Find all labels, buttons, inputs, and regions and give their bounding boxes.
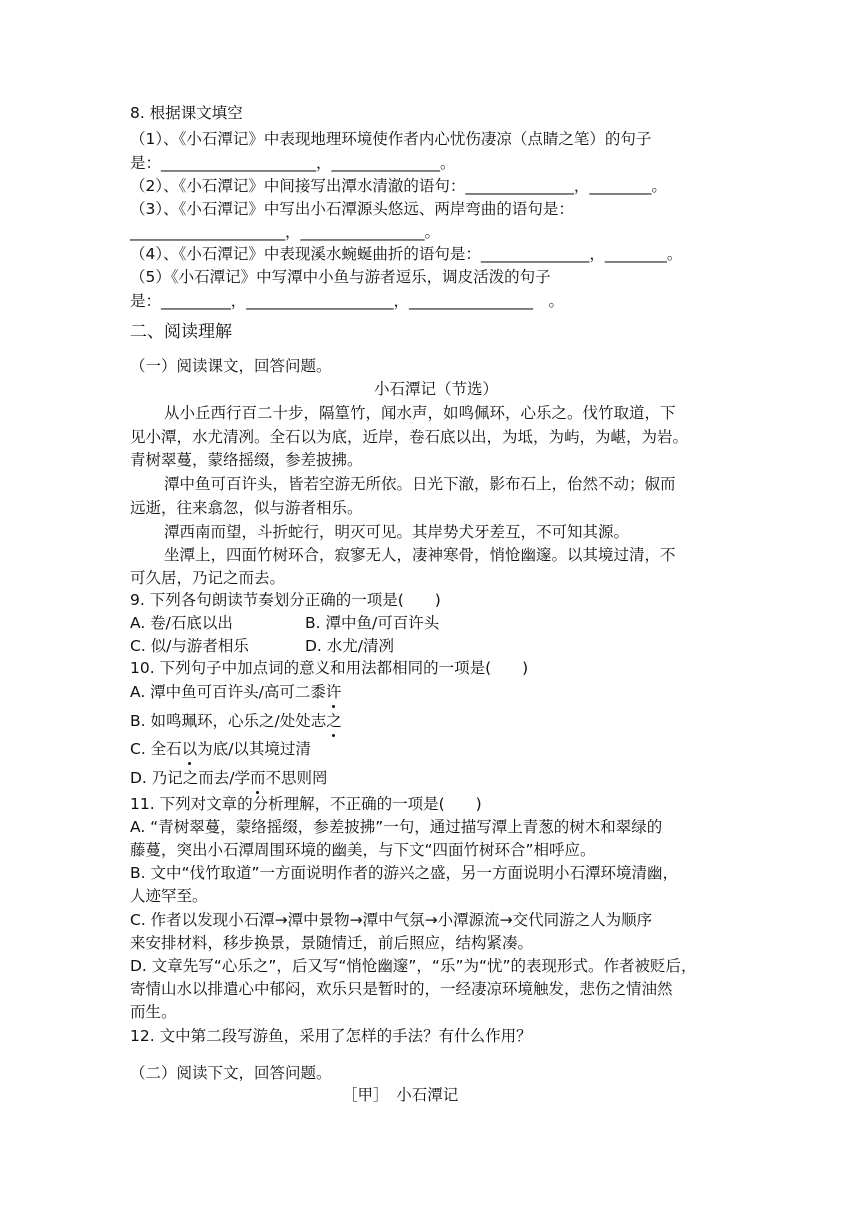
section-heading: 二、阅读理解 [130, 322, 232, 342]
q8-line-4: （3）、《小石潭记》中写出小石潭源头悠远、两岸弯曲的语句是： [130, 200, 574, 218]
q8-line-6: （4）、《小石潭记》中表现溪水蜿蜒曲折的语句是：______________，________。 [130, 245, 683, 263]
q9-option-d: D. 水尤/清冽 [305, 637, 395, 655]
q10-stem: 10. 下列句子中加点词的意义和用法都相同的一项是( ) [130, 659, 529, 677]
q10-a-dotted-word: 许 [325, 683, 342, 701]
passage-p1-line-3: 青树翠蔓，蒙络摇缀，参差披拂。 [130, 451, 363, 469]
q8-line-2: 是：____________________，______________。 [130, 154, 456, 172]
q10-b-text: B. 如鸣珮环，心乐之/处处志 [130, 712, 327, 730]
q11-option-d-line-3: 而生。 [130, 1003, 177, 1021]
q11-option-c-line-1: C. 作者以发现小石潭→潭中景物→潭中气氛→小潭源流→交代同游之人为顺序 [130, 911, 653, 929]
passage-p4-line-1: 坐潭上，四面竹树环合，寂寥无人，凄神寒骨，悄怆幽邃。以其境过清，不 [164, 546, 676, 564]
q9-option-a: A. 卷/石底以出 [130, 614, 233, 632]
q11-option-a-line-2: 藤蔓，突出小石潭周围环境的幽美，与下文“四面竹树环合”相呼应。 [130, 841, 596, 859]
q11-option-c-line-2: 来安排材料，移步换景，景随情迁，前后照应，结构紧凑。 [130, 934, 534, 952]
q10-c-text-pre: C. 全石 [130, 740, 182, 758]
passage-p2-line-1: 潭中鱼可百许头，皆若空游无所依。日光下澈，影布石上，佁然不动；俶而 [164, 475, 676, 493]
q10-option-b [130, 710, 342, 732]
q10-a-text: A. 潭中鱼可百许头/高可二黍 [130, 683, 326, 701]
q8-line-5: ____________________，________________。 [130, 223, 441, 241]
q8-line-7: （5）《小石潭记》中写潭中小鱼与游者逗乐，调皮活泼的句子 [130, 268, 551, 286]
q11-option-a-line-1: A. “青树翠蔓，蒙络摇缀，参差披拂”一句，通过描写潭上青葱的树木和翠绿的 [130, 818, 663, 836]
q9-option-c: C. 似/与游者相乐 [130, 637, 249, 655]
passage-p1-line-2: 见小潭，水尤清冽。全石以为底，近岸，卷石底以出，为坻，为屿，为嵁，为岩。 [130, 428, 689, 446]
q10-option-c [130, 738, 311, 760]
q10-b-dotted-word: 之 [326, 712, 342, 730]
passage-p2-line-2: 远逝，往来翕忽，似与游者相乐。 [130, 499, 363, 517]
q12-stem: 12. 文中第二段写游鱼，采用了怎样的手法？有什么作用？ [130, 1027, 532, 1045]
q8-title: 8. 根据课文填空 [130, 104, 243, 122]
q10-d-text-pre: D. 乃记之而去/学 [130, 769, 251, 787]
passage-p4-line-2: 可久居，乃记之而去。 [130, 569, 286, 587]
q8-line-1: （1）、《小石潭记》中表现地理环境使作者内心忧伤凄凉（点睛之笔）的句子 [130, 130, 652, 148]
q11-option-d-line-1: D. 文章先写“心乐之”，后又写“悄怆幽邃”，“乐”为“忧”的表现形式。作者被贬后， [130, 957, 697, 975]
passage-p3: 潭西南而望，斗折蛇行，明灭可见。其岸势犬牙差互，不可知其源。 [164, 523, 630, 541]
q9-option-b: B. 潭中鱼/可百许头 [305, 614, 440, 632]
q8-line-3: （2）、《小石潭记》中间接写出潭水清澈的语句：______________，________。 [130, 177, 667, 195]
q10-c-dotted-word: 以 [181, 740, 198, 758]
q11-option-b-line-1: B. 文中“伐竹取道”一方面说明作者的游兴之盛，另一方面说明小石潭环境清幽， [130, 864, 679, 882]
q10-d-dotted-word: 而 [250, 769, 266, 787]
q8-line-8: 是：_________，___________________，________________ 。 [130, 292, 565, 310]
q9-stem: 9. 下列各句朗读节奏划分正确的一项是( ) [130, 591, 441, 609]
part1-intro: （一）阅读课文，回答问题。 [130, 357, 332, 375]
q11-option-b-line-2: 人迹罕至。 [130, 887, 208, 905]
q10-d-text-post: 不思则罔 [265, 769, 328, 787]
passage-p1-line-1: 从小丘西行百二十步，隔篁竹，闻水声，如鸣佩环，心乐之。伐竹取道，下 [164, 404, 676, 422]
q11-stem: 11. 下列对文章的分析理解，不正确的一项是( ) [130, 795, 482, 813]
passage-title: 小石潭记（节选） [374, 380, 499, 398]
part2-intro: （二）阅读下文，回答问题。 [130, 1064, 332, 1082]
q10-option-d [130, 767, 328, 789]
q10-option-a [130, 681, 341, 703]
q11-option-d-line-2: 寄情山水以排遣心中郁闷，欢乐只是暂时的，一经凄凉环境触发，悲伤之情油然 [130, 980, 673, 998]
part2-title: ［甲］ 小石潭记 [342, 1086, 459, 1104]
q10-c-text-post: 为底/以其境过清 [197, 740, 311, 758]
